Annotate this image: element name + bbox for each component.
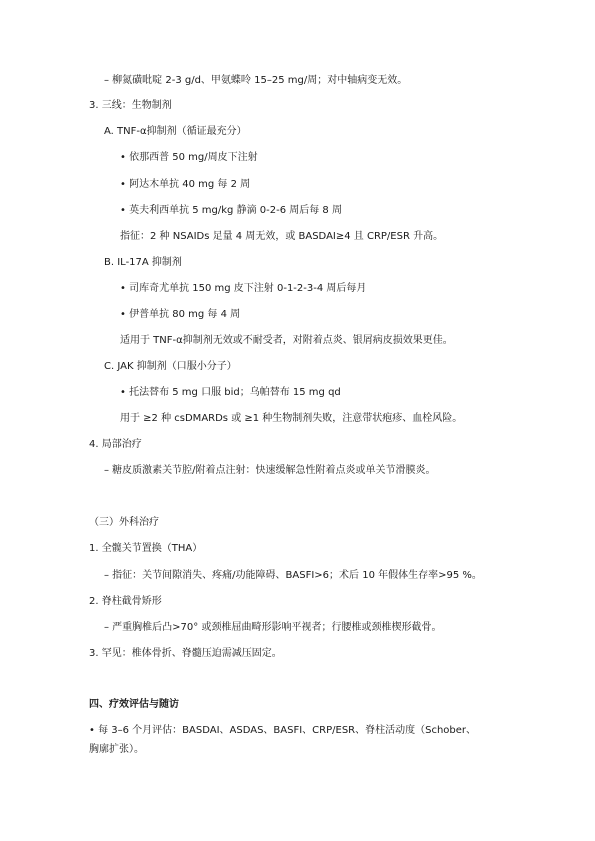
- bullet-item: • 司库奇尤单抗 150 mg 皮下注射 0-1-2-3-4 周后每月: [120, 283, 367, 294]
- bullet-item: • 伊普单抗 80 mg 每 4 周: [120, 309, 241, 320]
- list-heading: 3. 罕见：椎体骨折、脊髓压迫需减压固定。: [89, 648, 282, 659]
- subsection-heading: B. IL-17A 抑制剂: [104, 257, 182, 268]
- text-line: – 指征：关节间隙消失、疼痛/功能障碍、BASFI>6；术后 10 年假体生存率>95 %。: [104, 570, 482, 581]
- text-line: – 糖皮质激素关节腔/附着点注射：快速缓解急性附着点炎或单关节滑膜炎。: [104, 465, 436, 476]
- bullet-item: • 阿达木单抗 40 mg 每 2 周: [120, 179, 251, 190]
- text-line: – 严重胸椎后凸>70° 或颈椎屈曲畸形影响平视者；行腰椎或颈椎楔形截骨。: [104, 622, 442, 633]
- list-heading: 4. 局部治疗: [89, 439, 142, 450]
- subsection-heading: C. JAK 抑制剂（口服小分子）: [104, 361, 237, 372]
- list-heading: 1. 全髋关节置换（THA）: [89, 543, 203, 554]
- indication-text: 用于 ≥2 种 csDMARDs 或 ≥1 种生物制剂失败，注意带状疱疹、血栓风险。: [120, 413, 463, 424]
- indication-text: 指征：2 种 NSAIDs 足量 4 周无效，或 BASDAI≥4 且 CRP/ESR 升高。: [120, 231, 444, 242]
- list-heading: 2. 脊柱截骨矫形: [89, 596, 162, 607]
- bullet-item: • 托法替布 5 mg 口服 bid；乌帕替布 15 mg qd: [120, 387, 341, 398]
- text-line: 胸廓扩张）。: [89, 744, 144, 755]
- bullet-item: • 依那西普 50 mg/周皮下注射: [120, 152, 258, 163]
- list-heading: 3. 三线：生物制剂: [89, 100, 172, 111]
- bullet-item: • 英夫利西单抗 5 mg/kg 静滴 0-2-6 周后每 8 周: [120, 205, 342, 216]
- chapter-heading: 四、疗效评估与随访: [89, 699, 179, 710]
- text-line: – 柳氮磺吡啶 2-3 g/d、甲氨蝶呤 15–25 mg/周；对中轴病变无效。: [104, 75, 408, 86]
- subsection-heading: A. TNF-α抑制剂（循证最充分）: [104, 126, 247, 137]
- section-heading: （三）外科治疗: [89, 517, 159, 528]
- bullet-item: • 每 3–6 个月评估：BASDAI、ASDAS、BASFI、CRP/ESR、脊柱活动度（Schober、: [89, 725, 477, 736]
- indication-text: 适用于 TNF-α抑制剂无效或不耐受者，对附着点炎、银屑病皮损效果更佳。: [120, 335, 453, 346]
